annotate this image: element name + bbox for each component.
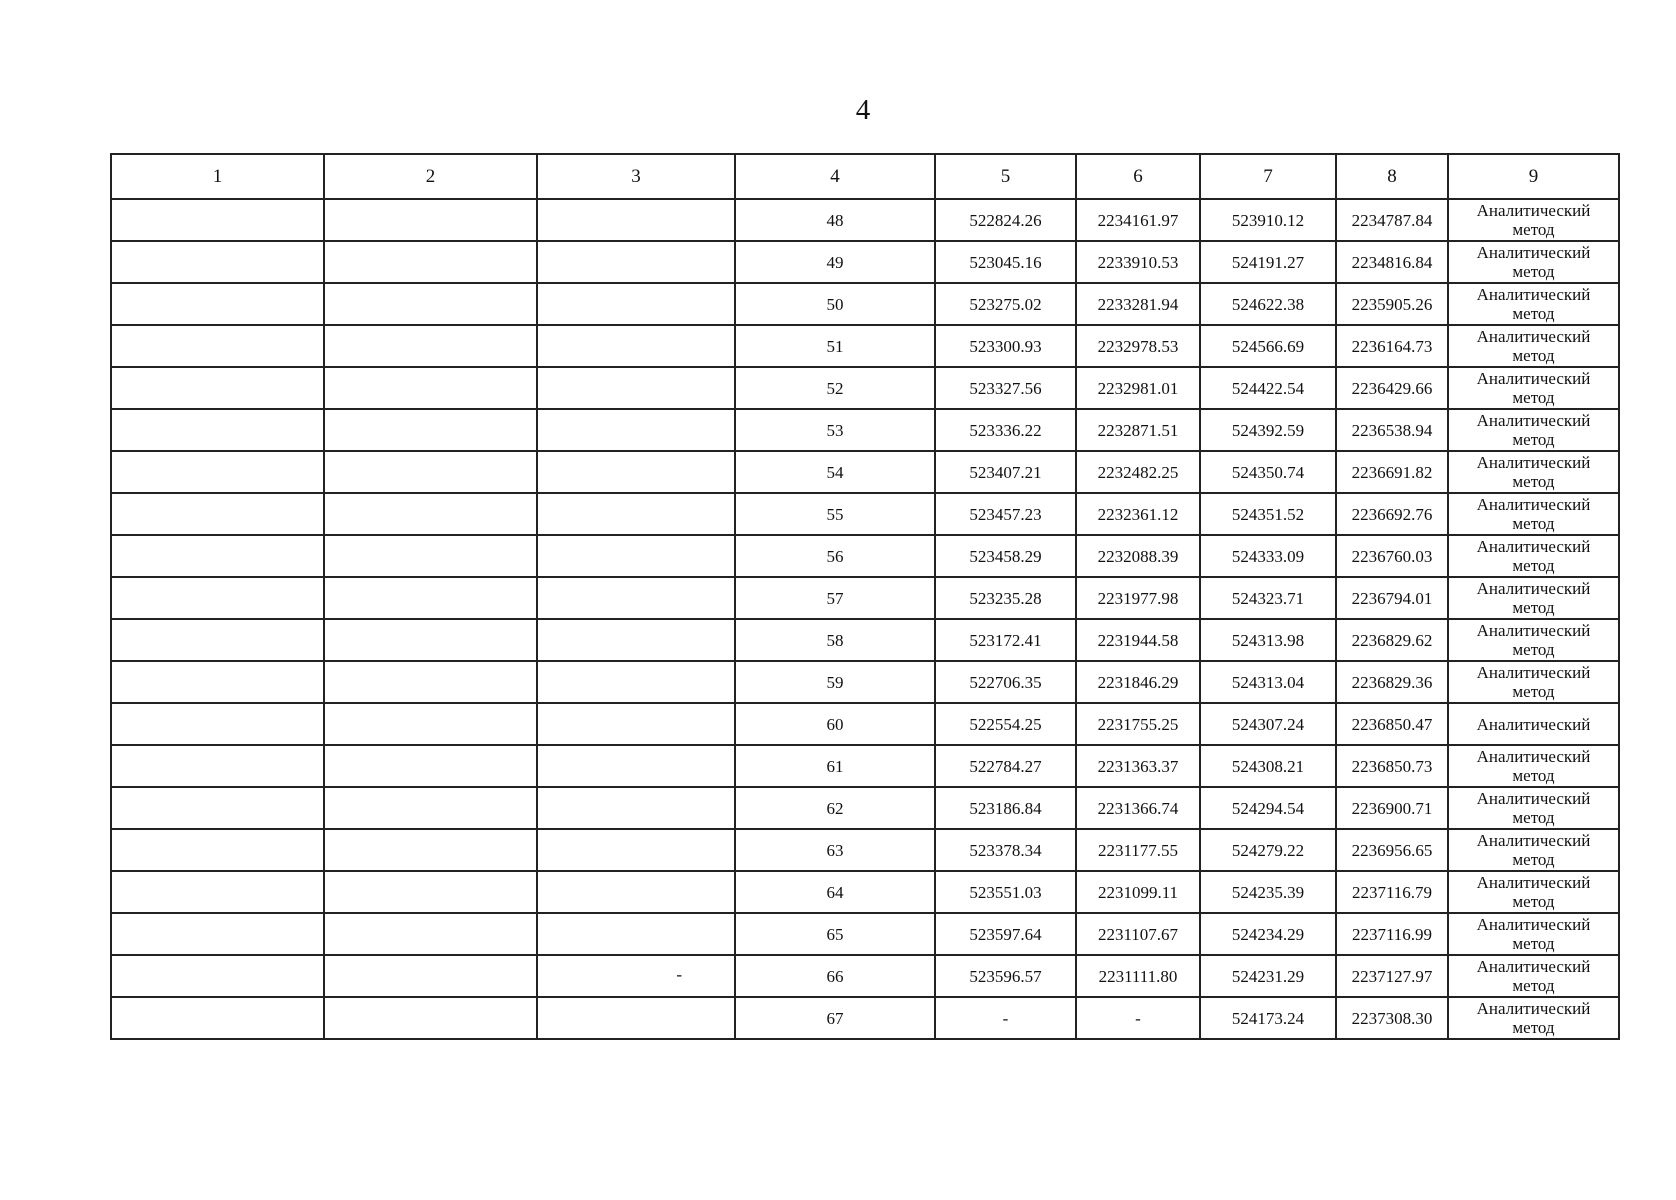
coord-y1: 2232361.12 xyxy=(1076,493,1200,535)
method-line-1: Аналитический xyxy=(1476,411,1591,430)
cell-col-1 xyxy=(111,535,324,577)
coord-y1: 2231977.98 xyxy=(1076,577,1200,619)
method-line-2: метод xyxy=(1512,304,1555,323)
table-row xyxy=(111,619,1619,661)
method-cell xyxy=(1448,745,1619,787)
coord-x1: 523458.29 xyxy=(935,535,1076,577)
cell-col-1 xyxy=(111,997,324,1039)
table-row xyxy=(111,913,1619,955)
method-line-1: Аналитический xyxy=(1476,285,1591,304)
table-body xyxy=(111,199,1619,1039)
coord-y1: 2234161.97 xyxy=(1076,199,1200,241)
method-cell xyxy=(1448,241,1619,283)
coord-y1: 2231366.74 xyxy=(1076,787,1200,829)
coord-y2: 2236829.62 xyxy=(1336,619,1448,661)
coord-y1: 2231107.67 xyxy=(1076,913,1200,955)
cell-col-3 xyxy=(537,325,735,367)
cell-col-2 xyxy=(324,619,537,661)
cell-col-3 xyxy=(537,871,735,913)
method-cell xyxy=(1448,997,1619,1039)
cell-col-2 xyxy=(324,661,537,703)
table-row xyxy=(111,955,1619,997)
method-line-2: метод xyxy=(1512,808,1555,827)
cell-col-3 xyxy=(537,955,735,997)
method-cell xyxy=(1448,619,1619,661)
cell-col-2 xyxy=(324,913,537,955)
cell-col-1 xyxy=(111,241,324,283)
method-line-1: Аналитический xyxy=(1476,453,1591,472)
cell-col-3 xyxy=(537,703,735,745)
table-row xyxy=(111,745,1619,787)
cell-col-2 xyxy=(324,283,537,325)
coord-x1: 523172.41 xyxy=(935,619,1076,661)
table-row xyxy=(111,451,1619,493)
cell-col-2 xyxy=(324,871,537,913)
cell-col-1 xyxy=(111,451,324,493)
coord-x2: 524333.09 xyxy=(1200,535,1336,577)
method-cell xyxy=(1448,535,1619,577)
coord-y2: 2236900.71 xyxy=(1336,787,1448,829)
cell-col-1 xyxy=(111,787,324,829)
method-line-2: метод xyxy=(1512,220,1555,239)
cell-col-3 xyxy=(537,829,735,871)
cell-col-1 xyxy=(111,871,324,913)
coord-y1: 2232978.53 xyxy=(1076,325,1200,367)
coord-x2: 524566.69 xyxy=(1200,325,1336,367)
point-number: 56 xyxy=(735,535,935,577)
column-header-1: 1 xyxy=(111,154,324,199)
point-number: 49 xyxy=(735,241,935,283)
coord-x2: 524294.54 xyxy=(1200,787,1336,829)
cell-col-3-text: - xyxy=(676,965,682,984)
cell-col-3 xyxy=(537,451,735,493)
method-line-2: метод xyxy=(1512,766,1555,785)
cell-col-3 xyxy=(537,535,735,577)
cell-col-3 xyxy=(537,619,735,661)
coord-x2: 524622.38 xyxy=(1200,283,1336,325)
method-line-1: Аналитический xyxy=(1476,369,1591,388)
column-header-9: 9 xyxy=(1448,154,1619,199)
coord-y1: 2231363.37 xyxy=(1076,745,1200,787)
method-line-1: Аналитический xyxy=(1476,915,1591,934)
coord-x1: 522784.27 xyxy=(935,745,1076,787)
coord-y2: 2236956.65 xyxy=(1336,829,1448,871)
coordinates-table xyxy=(110,153,1620,1040)
cell-col-2 xyxy=(324,745,537,787)
coord-x1: 523336.22 xyxy=(935,409,1076,451)
coord-y1: 2231846.29 xyxy=(1076,661,1200,703)
table-row xyxy=(111,829,1619,871)
coord-y1: 2232981.01 xyxy=(1076,367,1200,409)
method-cell xyxy=(1448,703,1619,745)
coord-x1: 523407.21 xyxy=(935,451,1076,493)
coord-x1: 523551.03 xyxy=(935,871,1076,913)
coord-y2: 2236760.03 xyxy=(1336,535,1448,577)
point-number: 67 xyxy=(735,997,935,1039)
coord-y1: 2232871.51 xyxy=(1076,409,1200,451)
method-cell xyxy=(1448,913,1619,955)
coord-y2: 2237127.97 xyxy=(1336,955,1448,997)
method-line-1: Аналитический xyxy=(1476,579,1591,598)
coord-x1: - xyxy=(935,997,1076,1039)
cell-col-3 xyxy=(537,367,735,409)
table-row xyxy=(111,661,1619,703)
coord-y1: 2233281.94 xyxy=(1076,283,1200,325)
column-header-2: 2 xyxy=(324,154,537,199)
coord-x1: 523378.34 xyxy=(935,829,1076,871)
table-row xyxy=(111,199,1619,241)
coord-x2: 524308.21 xyxy=(1200,745,1336,787)
point-number: 48 xyxy=(735,199,935,241)
point-number: 51 xyxy=(735,325,935,367)
method-line-1: Аналитический xyxy=(1476,537,1591,556)
point-number: 54 xyxy=(735,451,935,493)
coord-y1: 2231755.25 xyxy=(1076,703,1200,745)
table-header-row xyxy=(111,154,1619,199)
cell-col-2 xyxy=(324,997,537,1039)
column-header-7: 7 xyxy=(1200,154,1336,199)
coord-x2: 524234.29 xyxy=(1200,913,1336,955)
coord-x2: 524231.29 xyxy=(1200,955,1336,997)
point-number: 50 xyxy=(735,283,935,325)
coord-y1: 2231111.80 xyxy=(1076,955,1200,997)
table-row xyxy=(111,493,1619,535)
coord-y2: 2236692.76 xyxy=(1336,493,1448,535)
coord-x2: 524350.74 xyxy=(1200,451,1336,493)
cell-col-2 xyxy=(324,703,537,745)
point-number: 59 xyxy=(735,661,935,703)
method-line-2: метод xyxy=(1512,682,1555,701)
cell-col-1 xyxy=(111,283,324,325)
cell-col-3 xyxy=(537,409,735,451)
method-line-2: метод xyxy=(1512,934,1555,953)
column-header-3: 3 xyxy=(537,154,735,199)
coord-x1: 523045.16 xyxy=(935,241,1076,283)
point-number: 53 xyxy=(735,409,935,451)
coord-x1: 523235.28 xyxy=(935,577,1076,619)
cell-col-1 xyxy=(111,913,324,955)
method-cell xyxy=(1448,829,1619,871)
method-cell xyxy=(1448,451,1619,493)
cell-col-2 xyxy=(324,493,537,535)
cell-col-2 xyxy=(324,451,537,493)
page-number: 4 xyxy=(855,94,871,126)
method-line-2: метод xyxy=(1512,556,1555,575)
cell-col-3 xyxy=(537,661,735,703)
coord-x2: 524323.71 xyxy=(1200,577,1336,619)
table-row xyxy=(111,703,1619,745)
column-header-5: 5 xyxy=(935,154,1076,199)
method-line-1: Аналитический xyxy=(1476,327,1591,346)
cell-col-2 xyxy=(324,535,537,577)
method-line-1: Аналитический xyxy=(1476,789,1591,808)
coord-y1: 2232482.25 xyxy=(1076,451,1200,493)
cell-col-2 xyxy=(324,787,537,829)
cell-col-2 xyxy=(324,325,537,367)
table-row xyxy=(111,997,1619,1039)
cell-col-2 xyxy=(324,955,537,997)
method-line-1: Аналитический xyxy=(1476,747,1591,766)
coord-y2: 2237116.99 xyxy=(1336,913,1448,955)
point-number: 57 xyxy=(735,577,935,619)
cell-col-3 xyxy=(537,787,735,829)
cell-col-1 xyxy=(111,955,324,997)
coord-y1: 2232088.39 xyxy=(1076,535,1200,577)
method-line-1: Аналитический xyxy=(1476,873,1591,892)
coord-x2: 524235.39 xyxy=(1200,871,1336,913)
point-number: 66 xyxy=(735,955,935,997)
coord-y2: 2236850.73 xyxy=(1336,745,1448,787)
table-row xyxy=(111,241,1619,283)
method-cell xyxy=(1448,871,1619,913)
method-line-1: Аналитический xyxy=(1476,243,1591,262)
coord-x1: 523327.56 xyxy=(935,367,1076,409)
method-line-1: Аналитический xyxy=(1476,957,1591,976)
method-line-2: метод xyxy=(1512,430,1555,449)
column-header-8: 8 xyxy=(1336,154,1448,199)
method-line-2: метод xyxy=(1512,262,1555,281)
method-line-1: Аналитический xyxy=(1476,201,1591,220)
coord-x2: 523910.12 xyxy=(1200,199,1336,241)
method-cell xyxy=(1448,661,1619,703)
coord-x2: 524422.54 xyxy=(1200,367,1336,409)
cell-col-1 xyxy=(111,199,324,241)
table-row xyxy=(111,535,1619,577)
cell-col-2 xyxy=(324,241,537,283)
cell-col-1 xyxy=(111,619,324,661)
method-cell xyxy=(1448,577,1619,619)
table-row xyxy=(111,409,1619,451)
cell-col-1 xyxy=(111,493,324,535)
coord-y1: - xyxy=(1076,997,1200,1039)
coord-y2: 2236829.36 xyxy=(1336,661,1448,703)
method-line-1: Аналитический xyxy=(1476,621,1591,640)
table-row xyxy=(111,577,1619,619)
coord-y2: 2236538.94 xyxy=(1336,409,1448,451)
coord-x2: 524313.98 xyxy=(1200,619,1336,661)
method-cell xyxy=(1448,283,1619,325)
cell-col-1 xyxy=(111,577,324,619)
coord-x2: 524313.04 xyxy=(1200,661,1336,703)
method-cell xyxy=(1448,409,1619,451)
cell-col-2 xyxy=(324,199,537,241)
point-number: 62 xyxy=(735,787,935,829)
cell-col-3 xyxy=(537,745,735,787)
method-line-2: метод xyxy=(1512,976,1555,995)
point-number: 63 xyxy=(735,829,935,871)
point-number: 58 xyxy=(735,619,935,661)
coord-y1: 2231177.55 xyxy=(1076,829,1200,871)
coord-y1: 2233910.53 xyxy=(1076,241,1200,283)
method-line-2: метод xyxy=(1512,388,1555,407)
coord-x2: 524307.24 xyxy=(1200,703,1336,745)
coord-x1: 523457.23 xyxy=(935,493,1076,535)
table-row xyxy=(111,787,1619,829)
method-line-1: Аналитический xyxy=(1476,831,1591,850)
coord-y2: 2236164.73 xyxy=(1336,325,1448,367)
point-number: 64 xyxy=(735,871,935,913)
coord-x1: 523186.84 xyxy=(935,787,1076,829)
coord-x2: 524279.22 xyxy=(1200,829,1336,871)
cell-col-3 xyxy=(537,493,735,535)
coord-x2: 524392.59 xyxy=(1200,409,1336,451)
cell-col-3 xyxy=(537,913,735,955)
coord-y2: 2236794.01 xyxy=(1336,577,1448,619)
method-line-1: Аналитический xyxy=(1476,663,1591,682)
column-header-4: 4 xyxy=(735,154,935,199)
method-line-2: метод xyxy=(1512,472,1555,491)
cell-col-2 xyxy=(324,367,537,409)
cell-col-3 xyxy=(537,199,735,241)
coord-x1: 522554.25 xyxy=(935,703,1076,745)
table-row xyxy=(111,367,1619,409)
method-cell xyxy=(1448,199,1619,241)
column-header-6: 6 xyxy=(1076,154,1200,199)
cell-col-1 xyxy=(111,745,324,787)
coord-x2: 524191.27 xyxy=(1200,241,1336,283)
coord-y1: 2231099.11 xyxy=(1076,871,1200,913)
table-row xyxy=(111,325,1619,367)
coord-y2: 2234816.84 xyxy=(1336,241,1448,283)
cell-col-2 xyxy=(324,409,537,451)
point-number: 61 xyxy=(735,745,935,787)
method-line-2: метод xyxy=(1512,346,1555,365)
method-cell xyxy=(1448,787,1619,829)
method-line-1: Аналитический xyxy=(1476,714,1591,734)
point-number: 52 xyxy=(735,367,935,409)
coord-x2: 524173.24 xyxy=(1200,997,1336,1039)
method-line-1: Аналитический xyxy=(1476,999,1591,1018)
cell-col-2 xyxy=(324,577,537,619)
cell-col-3 xyxy=(537,997,735,1039)
point-number: 55 xyxy=(735,493,935,535)
method-line-2: метод xyxy=(1512,514,1555,533)
method-line-2: метод xyxy=(1512,892,1555,911)
point-number: 65 xyxy=(735,913,935,955)
coord-y1: 2231944.58 xyxy=(1076,619,1200,661)
coord-y2: 2236850.47 xyxy=(1336,703,1448,745)
coord-y2: 2236429.66 xyxy=(1336,367,1448,409)
method-line-1: Аналитический xyxy=(1476,495,1591,514)
method-line-2: метод xyxy=(1512,598,1555,617)
coord-x1: 523596.57 xyxy=(935,955,1076,997)
coord-x1: 522706.35 xyxy=(935,661,1076,703)
cell-col-1 xyxy=(111,661,324,703)
coord-x1: 523275.02 xyxy=(935,283,1076,325)
method-line-2: метод xyxy=(1512,640,1555,659)
method-cell xyxy=(1448,493,1619,535)
coord-y2: 2237116.79 xyxy=(1336,871,1448,913)
cell-col-2 xyxy=(324,829,537,871)
point-number: 60 xyxy=(735,703,935,745)
cell-col-1 xyxy=(111,703,324,745)
coord-y2: 2236691.82 xyxy=(1336,451,1448,493)
coord-x1: 523597.64 xyxy=(935,913,1076,955)
method-line-2: метод xyxy=(1512,850,1555,869)
method-cell xyxy=(1448,367,1619,409)
coord-x1: 522824.26 xyxy=(935,199,1076,241)
coord-x2: 524351.52 xyxy=(1200,493,1336,535)
method-line-2: метод xyxy=(1512,1018,1555,1037)
cell-col-3 xyxy=(537,577,735,619)
cell-col-1 xyxy=(111,325,324,367)
cell-col-3 xyxy=(537,283,735,325)
coord-y2: 2235905.26 xyxy=(1336,283,1448,325)
coord-x1: 523300.93 xyxy=(935,325,1076,367)
coord-y2: 2234787.84 xyxy=(1336,199,1448,241)
table-row xyxy=(111,283,1619,325)
cell-col-3 xyxy=(537,241,735,283)
cell-col-1 xyxy=(111,829,324,871)
cell-col-1 xyxy=(111,367,324,409)
method-cell xyxy=(1448,325,1619,367)
coord-y2: 2237308.30 xyxy=(1336,997,1448,1039)
cell-col-1 xyxy=(111,409,324,451)
method-cell xyxy=(1448,955,1619,997)
table-row xyxy=(111,871,1619,913)
